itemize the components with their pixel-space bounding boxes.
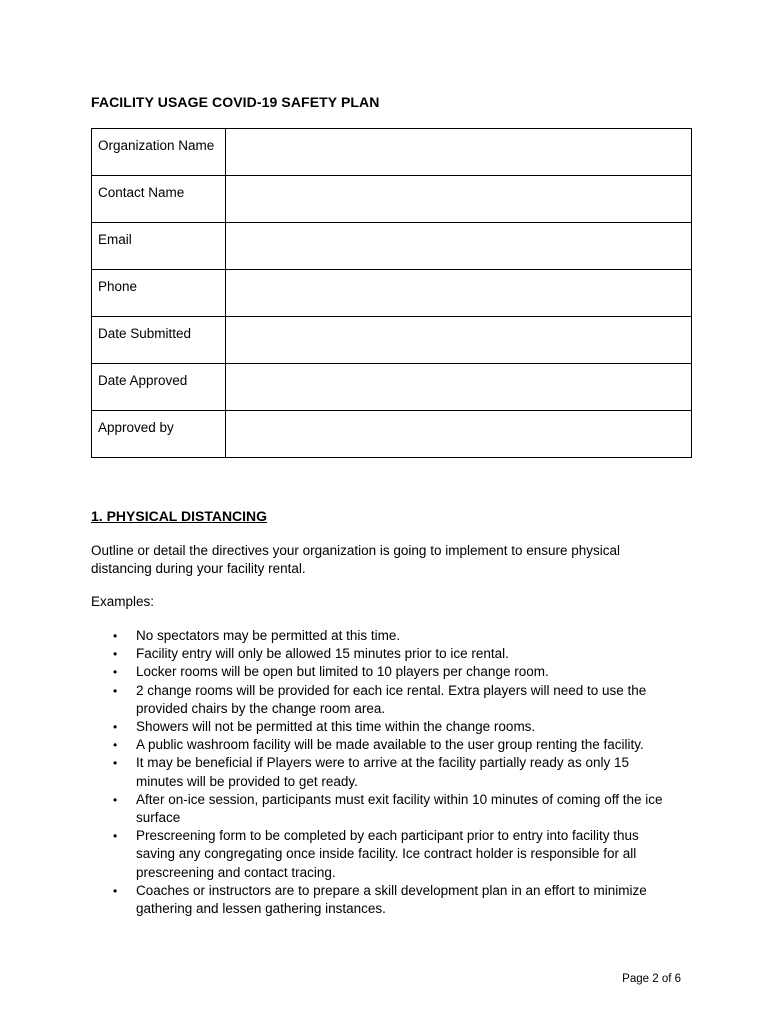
table-row	[92, 129, 692, 176]
section-intro-text: Outline or detail the directives your organization is going to implement to ensure physical distancing during your facility rental.	[91, 543, 621, 576]
table-row	[92, 176, 692, 223]
list-item	[91, 718, 666, 736]
section-heading-physical-distancing: 1. PHYSICAL DISTANCING	[91, 508, 268, 524]
date-submitted-label: Date Submitted	[92, 317, 226, 364]
list-item-text: 2 change rooms will be provided for each ice rental. Extra players will need to use the provided chairs by the change room area.	[136, 682, 647, 716]
bullet-icon: •	[113, 720, 118, 735]
list-item	[91, 736, 666, 754]
examples-bullet-list	[91, 627, 691, 918]
organization-info-table	[91, 128, 692, 458]
table-row	[92, 223, 692, 270]
bullet-icon: •	[113, 738, 118, 753]
organization-name-field[interactable]	[226, 129, 692, 176]
page-number: Page 2 of 6	[622, 973, 681, 985]
list-item	[91, 791, 666, 827]
page-title: FACILITY USAGE COVID-19 SAFETY PLAN	[91, 94, 380, 110]
approved-by-label: Approved by	[92, 411, 226, 458]
list-item-text: Prescreening form to be completed by each participant prior to entry into facility thus saving any congregating once inside facility. Ice contract holder is responsible for all prescreening and contact tracing.	[136, 828, 639, 880]
list-item	[91, 663, 666, 681]
phone-label: Phone	[92, 270, 226, 317]
organization-name-label: Organization Name	[92, 129, 226, 176]
list-item	[91, 827, 666, 882]
date-approved-field[interactable]	[226, 364, 692, 411]
table-row	[92, 317, 692, 364]
bullet-icon: •	[113, 683, 118, 698]
list-item-text: Facility entry will only be allowed 15 minutes prior to ice rental.	[136, 646, 509, 662]
list-item-text: A public washroom facility will be made available to the user group renting the facility.	[136, 737, 644, 753]
table-row	[92, 364, 692, 411]
list-item	[91, 645, 666, 663]
list-item-text: No spectators may be permitted at this time.	[136, 628, 401, 643]
bullet-icon: •	[113, 629, 118, 643]
date-submitted-field[interactable]	[226, 317, 692, 364]
list-item-text: It may be beneficial if Players were to arrive at the facility partially ready as only 15 minutes will be provided to get ready.	[136, 755, 629, 789]
list-item	[91, 882, 666, 918]
phone-field[interactable]	[226, 270, 692, 317]
list-item	[91, 754, 666, 790]
email-label: Email	[92, 223, 226, 270]
bullet-icon: •	[113, 883, 118, 898]
list-item-text: Locker rooms will be open but limited to 10 players per change room.	[136, 664, 549, 680]
list-item-text: Coaches or instructors are to prepare a skill development plan in an effort to minimize gathering and lessen gathering instances.	[136, 882, 647, 917]
bullet-icon: •	[113, 756, 118, 771]
contact-name-field[interactable]	[226, 176, 692, 223]
list-item	[91, 627, 666, 645]
list-item	[91, 682, 666, 718]
bullet-icon: •	[113, 829, 118, 844]
table-row	[92, 270, 692, 317]
email-field[interactable]	[226, 223, 692, 270]
examples-label: Examples:	[91, 594, 155, 609]
list-item-text: After on-ice session, participants must exit facility within 10 minutes of coming off the ice surface	[136, 791, 663, 826]
list-item-text: Showers will not be permitted at this time within the change rooms.	[136, 719, 536, 735]
bullet-icon: •	[113, 647, 118, 662]
contact-name-label: Contact Name	[92, 176, 226, 223]
bullet-icon: •	[113, 792, 118, 807]
bullet-icon: •	[113, 665, 118, 680]
table-row	[92, 411, 692, 458]
approved-by-field[interactable]	[226, 411, 692, 458]
date-approved-label: Date Approved	[92, 364, 226, 411]
